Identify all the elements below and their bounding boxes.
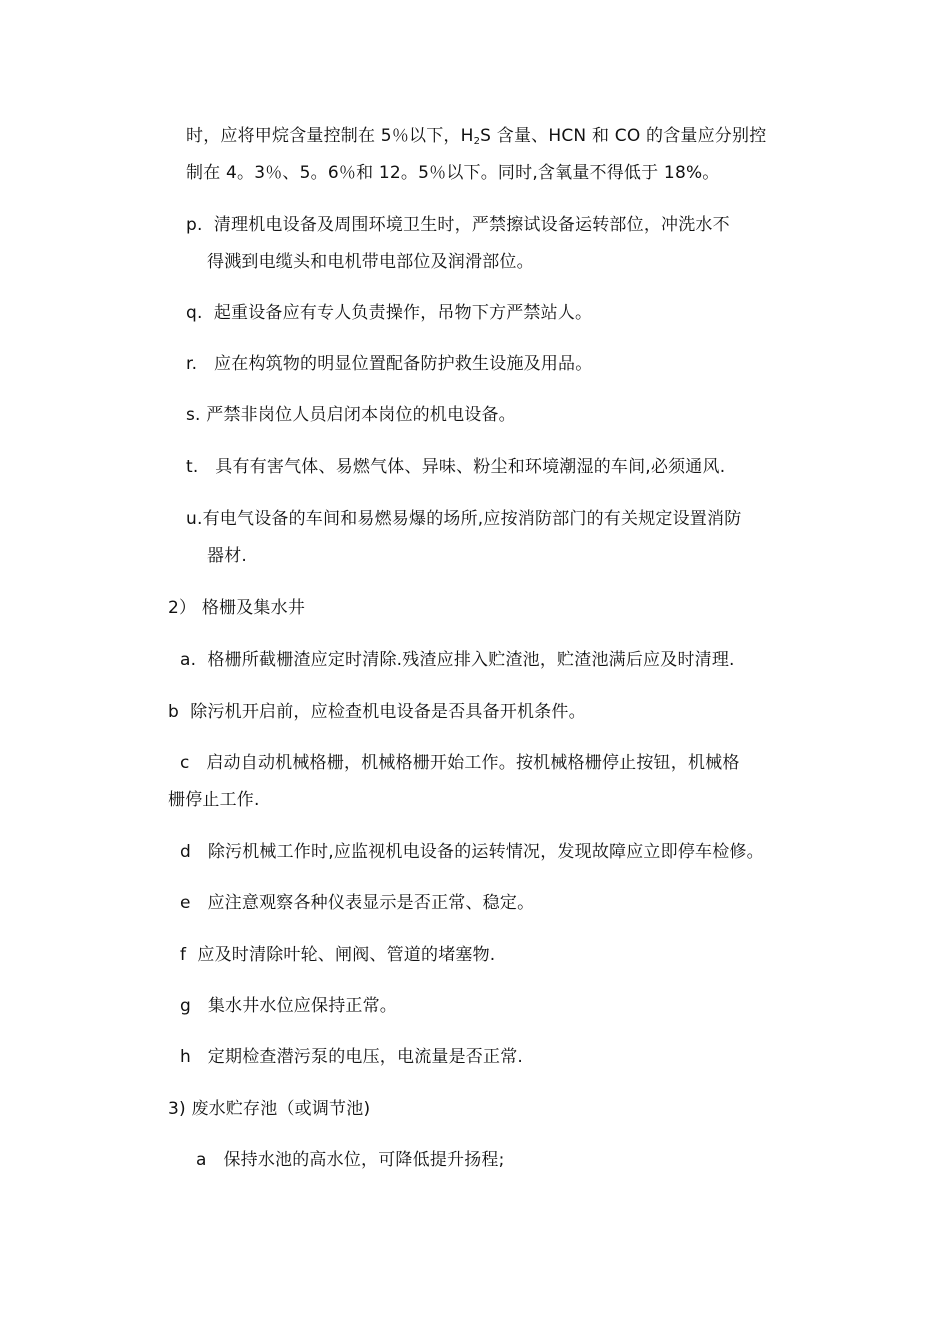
- list-marker: u.: [186, 509, 203, 529]
- list-item-text: 应在构筑物的明显位置配备防护救生设施及用品。: [214, 354, 593, 374]
- list-marker: a.: [180, 650, 197, 670]
- list-item-text: 有电气设备的车间和易燃易爆的场所,应按消防部门的有关规定设置消防: [202, 509, 742, 529]
- list-item-text: 启动自动机械格栅，机械格栅开始工作。按机械格栅停止按钮，机械格: [206, 753, 740, 773]
- list-item-e: [180, 891, 534, 915]
- list-item-u: [186, 507, 741, 531]
- list-item-text: 定期检查潜污泵的电压，电流量是否正常.: [207, 1047, 523, 1067]
- list-item-b: [168, 700, 586, 724]
- list-item-3a: [196, 1148, 505, 1172]
- list-item-t: [186, 455, 725, 479]
- intro-text-a: 时，应将甲烷含量控制在 5％以下，H: [186, 126, 474, 146]
- list-item-text: 除污机械工作时,应监视机电设备的运转情况，发现故障应立即停车检修。: [207, 842, 764, 862]
- list-item-a: [180, 648, 735, 672]
- list-item-text: 应注意观察各种仪表显示是否正常、稳定。: [207, 893, 535, 913]
- list-marker: h: [180, 1047, 191, 1067]
- list-marker: d: [180, 842, 191, 862]
- list-marker: g: [180, 996, 191, 1016]
- list-marker: e: [180, 893, 191, 913]
- list-item-s: [186, 403, 516, 427]
- list-item-g: [180, 994, 397, 1018]
- list-marker: r.: [186, 354, 198, 374]
- list-item-text: 具有有害气体、易燃气体、异味、粉尘和环境潮湿的车间,必须通风.: [215, 457, 726, 477]
- list-marker: q.: [186, 303, 203, 323]
- list-item-text: 集水井水位应保持正常。: [207, 996, 398, 1016]
- list-item-c: [180, 751, 740, 775]
- list-marker: b: [168, 702, 179, 722]
- list-item-d: [180, 840, 764, 864]
- list-marker: c: [180, 753, 190, 773]
- list-marker: a: [196, 1150, 207, 1170]
- list-item-text: 除污机开启前，应检查机电设备是否具备开机条件。: [190, 702, 586, 722]
- list-marker: s.: [186, 405, 201, 425]
- list-item-p: [186, 213, 730, 237]
- list-item-text: 应及时清除叶轮、闸阀、管道的堵塞物.: [197, 945, 496, 965]
- intro-line-2: 制在 4。3％、5。6％和 12。5％以下。同时,含氧量不得低于 18%。: [186, 163, 720, 183]
- list-marker: p.: [186, 215, 203, 235]
- list-item-r: [186, 352, 592, 376]
- list-marker: t.: [186, 457, 199, 477]
- list-item-text: 格栅所截栅渣应定时清除.残渣应排入贮渣池，贮渣池满后应及时清理.: [207, 650, 735, 670]
- list-item-text: 严禁非岗位人员启闭本岗位的机电设备。: [206, 405, 516, 425]
- list-item-c-continuation: 栅停止工作.: [168, 790, 260, 810]
- list-item-h: [180, 1045, 523, 1069]
- list-item-p-continuation: 得溅到电缆头和电机带电部位及润滑部位。: [207, 252, 534, 272]
- list-item-q: [186, 301, 592, 325]
- h2s-subscript: 2: [473, 136, 481, 147]
- list-item-f: [180, 943, 495, 967]
- intro-text-b: S 含量、HCN 和 CO 的含量应分别控: [480, 126, 767, 146]
- list-item-u-continuation: 器材.: [207, 546, 248, 566]
- section-heading-3: 3) 废水贮存池（或调节池): [168, 1099, 371, 1119]
- list-marker: f: [180, 945, 187, 965]
- list-item-text: 保持水池的高水位，可降低提升扬程;: [223, 1150, 505, 1170]
- intro-line-1: [186, 124, 766, 148]
- list-item-text: 起重设备应有专人负责操作，吊物下方严禁站人。: [213, 303, 593, 323]
- section-heading-2: 2） 格栅及集水井: [168, 598, 306, 618]
- list-item-text: 清理机电设备及周围环境卫生时，严禁擦试设备运转部位，冲洗水不: [213, 215, 730, 235]
